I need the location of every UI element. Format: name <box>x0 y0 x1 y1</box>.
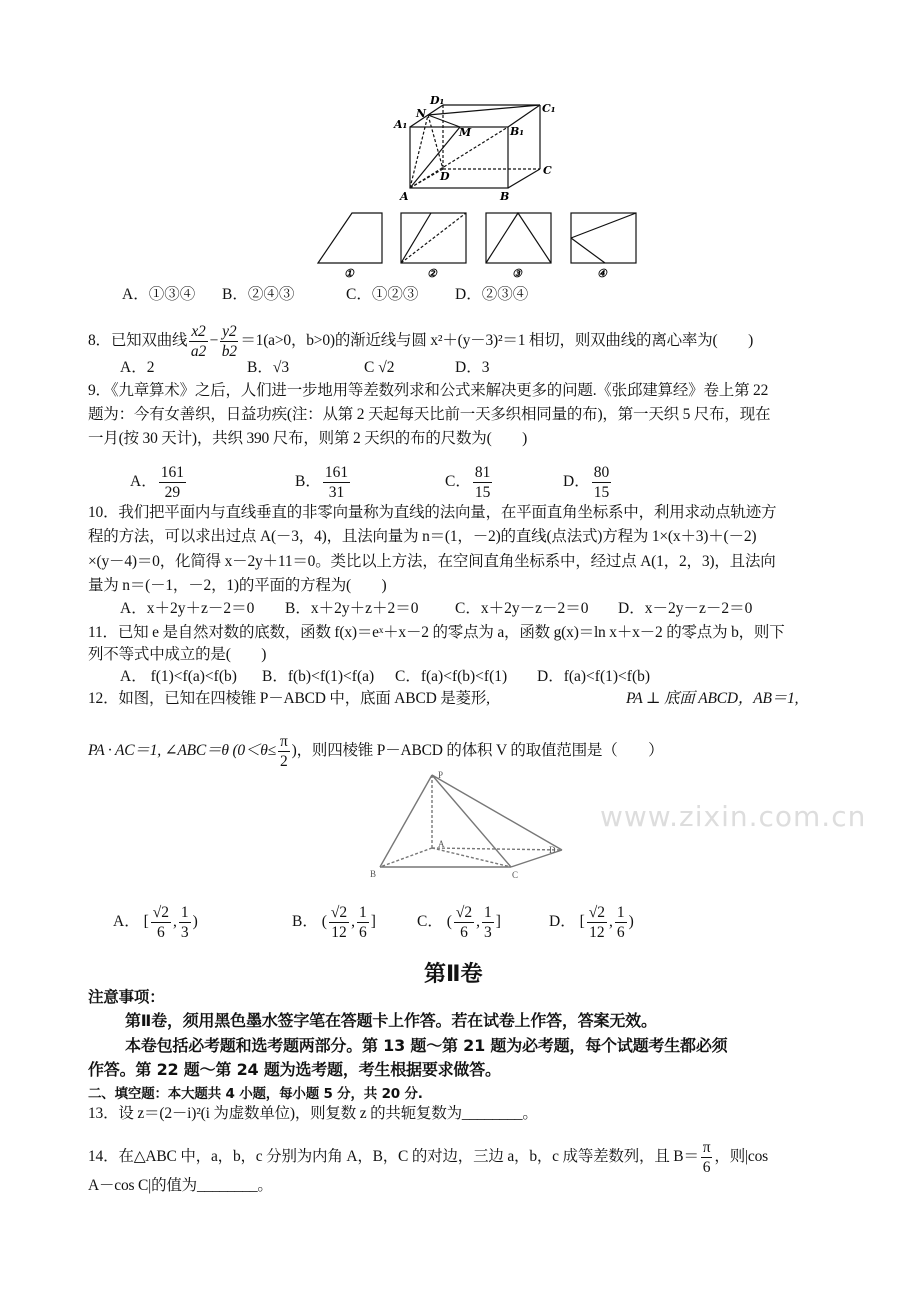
q12-condition: PA · AC＝1, ∠ABC＝θ (0＜θ≤ <box>88 742 276 760</box>
q10-line: 10．我们把平面内与直线垂直的非零向量称为直线的法向量，在平面直角坐标系中，利用求动点轨迹方 <box>88 504 777 521</box>
q10-line: ×(y－4)＝0，化简得 x－2y＋11＝0。类比以上方法，在空间直角坐标系中，经过点 A(1，2，3)，且法向 <box>88 553 776 570</box>
q7-option-b: B．②④③ <box>222 286 295 303</box>
q11-option-b: B．f(b)<f(1)<f(a) <box>262 668 375 685</box>
label-d: D <box>440 170 450 183</box>
q8-frac1-den: a2 <box>190 343 207 360</box>
frac-num: 80 <box>593 464 610 481</box>
frac-den: 12 <box>331 924 347 941</box>
q10-option-d: D．x－2y－z－2＝0 <box>618 600 753 617</box>
label-m: M <box>459 126 472 139</box>
frac-den: 3 <box>484 924 492 941</box>
q7-option-d: D．②③④ <box>455 286 529 303</box>
q12-option-b: B． ( $\frac{√2}{12}$ , $\frac{1}{6}$ ] <box>292 904 376 941</box>
option-label: D． <box>563 473 590 491</box>
frac-den: 2 <box>280 753 288 770</box>
q8-rest: ＝1(a>0，b>0)的渐近线与圆 x²＋(y－3)²＝1 相切，则双曲线的离心率为( ) <box>240 332 754 350</box>
q12-ask: )，则四棱锥 P－ABCD 的体积 V 的取值范围是（ ） <box>291 742 664 760</box>
q8-option-a: A．2 <box>120 359 155 376</box>
q10-option-a: A．x＋2y＋z－2＝0 <box>120 600 255 617</box>
bracket: ( <box>321 913 327 931</box>
label-p: P <box>438 770 444 780</box>
frac-num: 161 <box>324 464 349 481</box>
q11-line: 列不等式中成立的是( ) <box>88 646 267 663</box>
q8-frac1-num: x2 <box>191 323 206 340</box>
q11-option-c: C．f(a)<f(b)<f(1) <box>395 668 508 685</box>
watermark: www.zixin.com.cn <box>600 800 867 833</box>
frac-num: 1 <box>616 904 625 921</box>
q8-option-d: D．3 <box>455 359 490 376</box>
q8-option-b: B．√3 <box>247 359 290 376</box>
notice-line: 作答。第 22 题～第 24 题为选考题，考生根据要求做答。 <box>88 1060 501 1079</box>
option-label: A． <box>113 913 140 931</box>
label-b1: B₁ <box>510 125 525 138</box>
frac-num: 81 <box>474 464 491 481</box>
q8-option-c: C √2 <box>364 359 395 376</box>
q14-line1 <box>88 1138 768 1177</box>
frac-num: 1 <box>484 904 492 921</box>
q9-line: 题为：今有女善织，日益功疾(注：从第 2 天起每天比前一天多织相同量的布)，第一天织 5 尺布，现在 <box>88 406 771 423</box>
q8-prefix: 8．已知双曲线 <box>88 332 188 350</box>
label-a: A <box>438 839 445 849</box>
frac-num: √2 <box>588 904 606 921</box>
view-label-4: ④ <box>597 267 607 280</box>
fill-in-header: 二、填空题：本大题共 4 小题，每小题 5 分，共 20 分. <box>88 1086 423 1102</box>
frac-num: √2 <box>152 904 170 921</box>
bracket: ( <box>446 913 452 931</box>
q12-line1b: PA ⊥ 底面 ABCD，AB＝1, <box>626 690 799 707</box>
option-label: D． <box>549 913 576 931</box>
frac-num: √2 <box>455 904 473 921</box>
q13: 13．设 z＝(2－i)²(i 为虚数单位)，则复数 z 的共轭复数为________。 <box>88 1105 538 1122</box>
frac-num: 1 <box>180 904 189 921</box>
option-label: A． <box>130 473 157 491</box>
option-label: C． <box>417 913 443 931</box>
q14-line2: A－cos C|的值为________。 <box>88 1177 273 1194</box>
view-label-2: ② <box>427 267 437 280</box>
q10-option-c: C．x＋2y－z－2＝0 <box>455 600 589 617</box>
q7-option-a: A．①③④ <box>122 286 196 303</box>
frac-num: 161 <box>160 464 184 481</box>
q11-option-d: D．f(a)<f(1)<f(b) <box>537 668 651 685</box>
bracket: [ <box>143 913 149 931</box>
frac-den: 6 <box>157 924 165 941</box>
label-b: B <box>500 190 510 203</box>
notice-line: 第Ⅱ卷，须用黑色墨水签字笔在答题卡上作答。若在试卷上作答，答案无效。 <box>125 1011 657 1030</box>
q7-option-c: C．①②③ <box>346 286 419 303</box>
option-label: C． <box>445 473 471 491</box>
frac-num: √2 <box>330 904 348 921</box>
notice-title: 注意事项： <box>88 988 165 1006</box>
q14-text: 14．在△ABC 中，a，b，c 分别为内角 A，B，C 的对边，三边 a，b，c 成等差数列，且 B＝ <box>88 1148 699 1166</box>
q10-line: 程的方法，可以求出过点 A(－3，4)，且法向量为 n＝(1，－2)的直线(点法式)方程为 1×(x＋3)＋(－2) <box>88 528 757 545</box>
label-n: N <box>416 107 427 120</box>
q14-text: ，则|cos <box>714 1148 768 1166</box>
q11-option-a: A． f(1)<f(a)<f(b) <box>120 668 237 685</box>
frac-den: 6 <box>702 1159 711 1176</box>
q12-option-c: C． ( $\frac{√2}{6}$ , $\frac{1}{3}$ ] <box>417 904 501 941</box>
q12-line1a: 12．如图，已知在四棱锥 P－ABCD 中，底面 ABCD 是菱形, <box>88 690 490 707</box>
bracket: ) <box>192 913 198 931</box>
q9-line: 9．《九章算术》之后，人们进一步地用等差数列求和公式来解决更多的问题.《张邱建算经》卷上第 22 <box>88 382 769 399</box>
frac-den: 29 <box>164 484 181 501</box>
option-label: B． <box>295 473 321 491</box>
bracket: ) <box>628 913 634 931</box>
q12-option-a: A． [ $\frac{√2}{6}$ , $\frac{1}{3}$ ) <box>113 904 198 941</box>
bracket: ] <box>370 913 376 931</box>
q12-option-d: D． [ $\frac{√2}{12}$ , $\frac{1}{6}$ ) <box>549 904 634 941</box>
frac-den: 6 <box>616 924 625 941</box>
label-a: A <box>400 190 409 203</box>
frac-den: 15 <box>593 484 610 501</box>
q8-frac2-den: b2 <box>221 343 237 360</box>
bracket: [ <box>579 913 585 931</box>
frac-den: 15 <box>474 484 491 501</box>
notice-line: 本卷包括必考题和选考题两部分。第 13 题～第 21 题为必考题，每个试题考生都必须 <box>125 1036 728 1055</box>
label-c1: C₁ <box>542 102 556 115</box>
label-d1: D₁ <box>430 94 445 107</box>
frac-den: 31 <box>328 484 345 501</box>
section-title: 第Ⅱ卷 <box>424 962 483 987</box>
frac-den: 3 <box>180 924 189 941</box>
label-d: D <box>549 845 556 855</box>
view-label-3: ③ <box>512 267 522 280</box>
q9-line: 一月(按 30 天计)，共织 390 尺布，则第 2 天织的布的尺数为( ) <box>88 430 528 447</box>
frac-num: π <box>280 733 288 750</box>
label-b: B <box>370 869 377 879</box>
q8-minus: − <box>209 332 219 350</box>
frac-num: 1 <box>359 904 367 921</box>
q8-frac2-num: y2 <box>222 323 237 340</box>
bracket: ] <box>495 913 501 931</box>
frac-den: 6 <box>460 924 468 941</box>
q10-option-b: B．x＋2y＋z＋2＝0 <box>285 600 419 617</box>
label-a1: A₁ <box>394 118 408 131</box>
view-label-1: ① <box>344 267 354 280</box>
q10-line: 量为 n＝(－1，－2，1)的平面的方程为( ) <box>88 577 387 594</box>
frac-den: 6 <box>359 924 367 941</box>
option-label: B． <box>292 913 318 931</box>
frac-den: 12 <box>589 924 605 941</box>
label-c: C <box>543 164 552 177</box>
label-c: C <box>512 870 519 880</box>
q11-line: 11．已知 e 是自然对数的底数，函数 f(x)＝eˣ＋x－2 的零点为 a，函数 g(x)＝ln x＋x－2 的零点为 b，则下 <box>88 624 785 641</box>
frac-num: π <box>702 1139 711 1156</box>
